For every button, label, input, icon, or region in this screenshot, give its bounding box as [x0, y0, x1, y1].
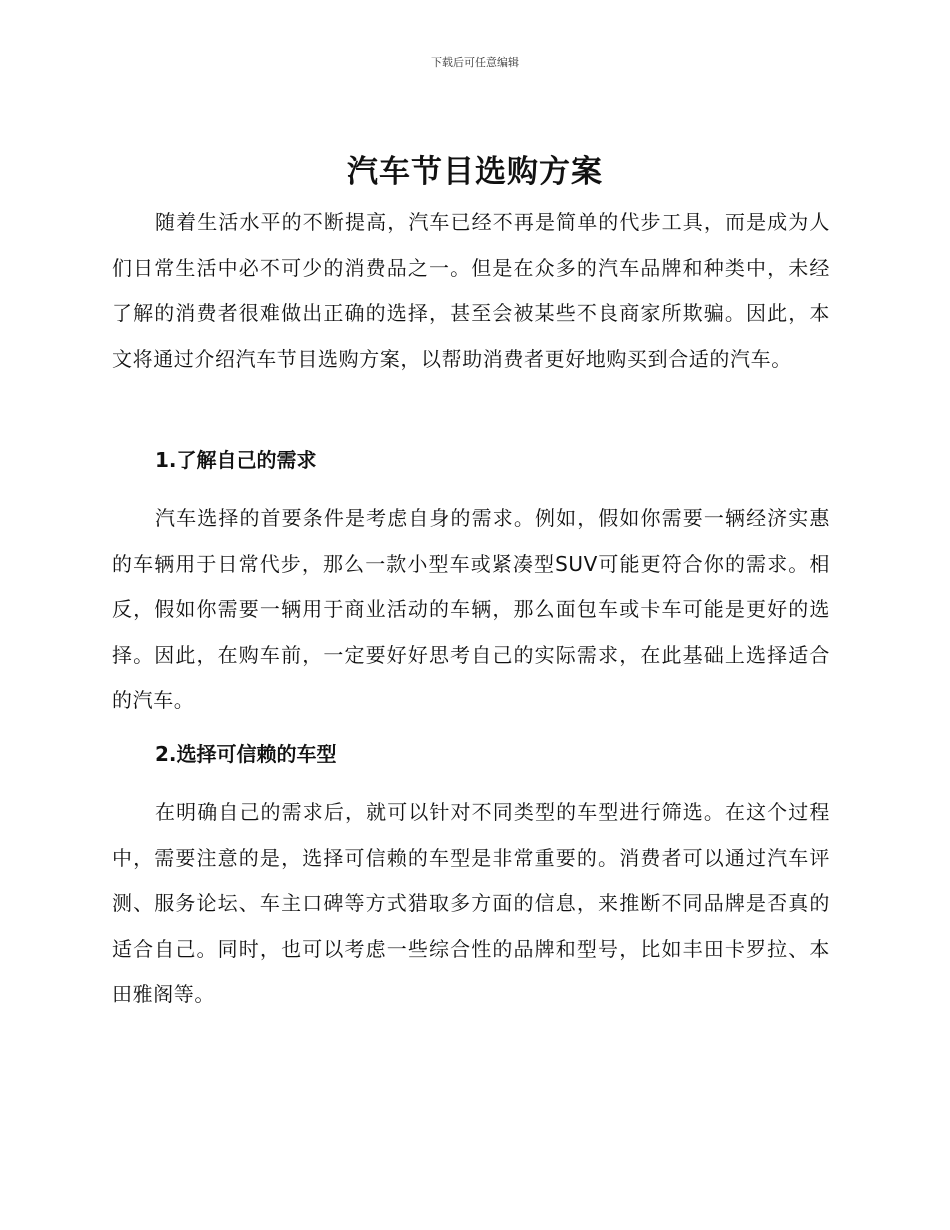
section-heading-2: 2.选择可信赖的车型	[155, 742, 337, 766]
intro-paragraph: 随着生活水平的不断提高，汽车已经不再是简单的代步工具，而是成为人们日常生活中必不可少的消费品之一。但是在众多的汽车品牌和种类中，未经了解的消费者很难做出正确的选择，甚至会被某些不良商家所欺骗。因此，本文将通过介绍汽车节目选购方案，以帮助消费者更好地购买到合适的汽车。	[112, 210, 830, 371]
section-body-2: 在明确自己的需求后，就可以针对不同类型的车型进行筛选。在这个过程中，需要注意的是，选择可信赖的车型是非常重要的。消费者可以通过汽车评测、服务论坛、车主口碑等方式猎取多方面的信息，来推断不同品牌是否真的适合自己。同时，也可以考虑一些综合性的品牌和型号，比如丰田卡罗拉、本田雅阁等。	[112, 800, 830, 1006]
header-note: 下载后可任意编辑	[431, 56, 519, 69]
section-heading-1: 1.了解自己的需求	[155, 448, 317, 472]
document-title: 汽车节目选购方案	[347, 154, 603, 190]
section-body-1: 汽车选择的首要条件是考虑自身的需求。例如，假如你需要一辆经济实惠的车辆用于日常代步，那么一款小型车或紧凑型SUV可能更符合你的需求。相反，假如你需要一辆用于商业活动的车辆，那么面包车或卡车可能是更好的选择。因此，在购车前，一定要好好思考自己的实际需求，在此基础上选择适合的汽车。	[112, 506, 830, 712]
